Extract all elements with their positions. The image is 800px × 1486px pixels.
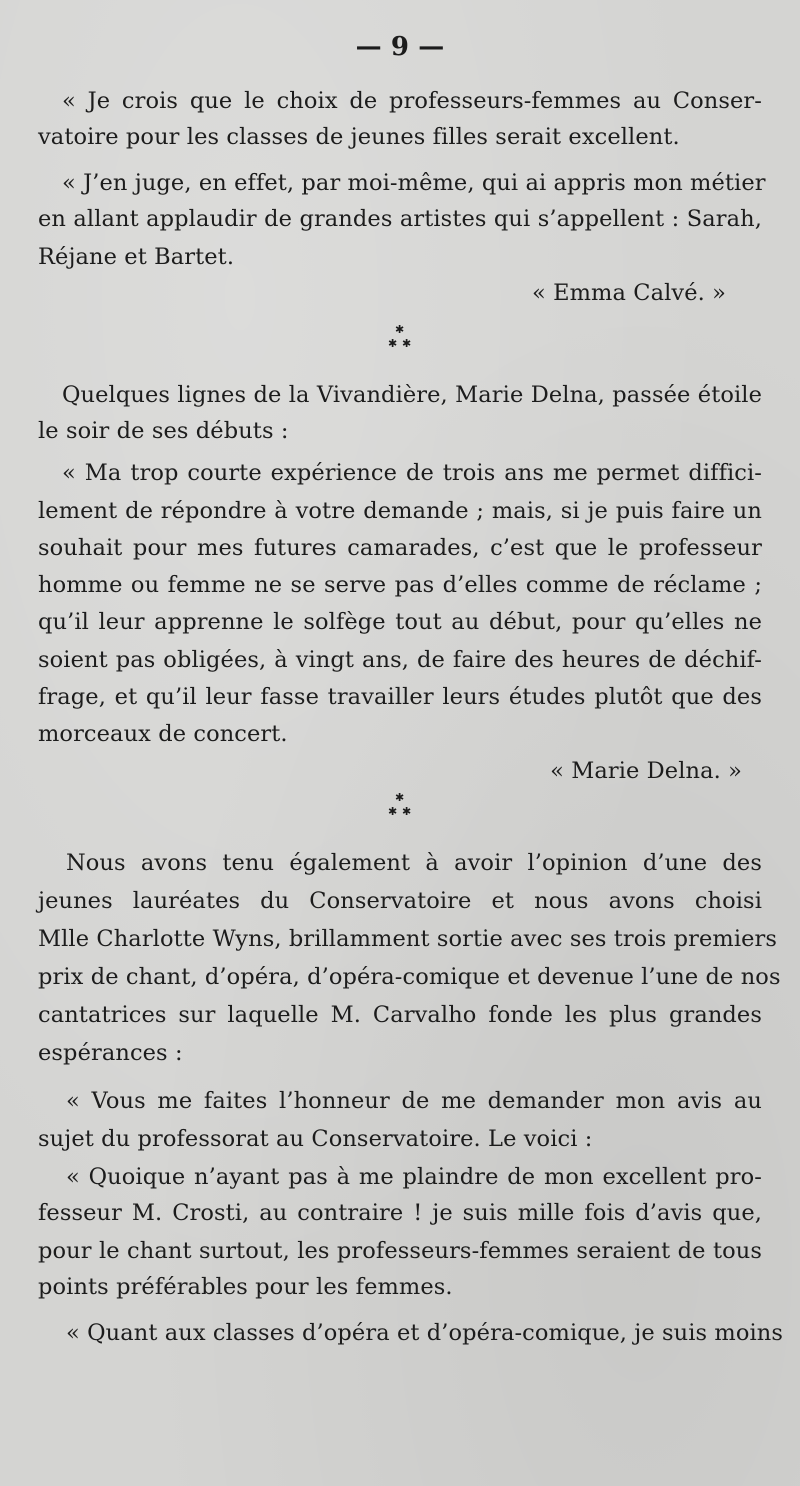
text-line: « Vous me faites l’honneur de me demander mon avis au (66, 1088, 762, 1114)
text-line: « Quant aux classes d’opéra et d’opéra-comique, je suis moins (66, 1320, 784, 1346)
text-line: « Quoique n’ayant pas à me plaindre de mon excellent pro- (66, 1164, 762, 1190)
text-line: « J’en juge, en effet, par moi-même, qui ai appris mon métier (62, 170, 766, 196)
separator-star: ✱ (388, 337, 398, 350)
section-separator (380, 792, 420, 822)
text-line: « Ma trop courte expérience de trois ans me permet diffici- (62, 460, 762, 486)
text-line: souhait pour mes futures camarades, c’est que le professeur (38, 535, 762, 561)
text-line: vatoire pour les classes de jeunes filles serait excellent. (38, 124, 680, 150)
text-line: points préférables pour les femmes. (38, 1274, 453, 1300)
text-line: Réjane et Bartet. (38, 244, 235, 270)
text-line: Nous avons tenu également à avoir l’opinion d’une des (66, 850, 762, 876)
separator-star: ✱ (402, 805, 412, 818)
separator-star: ✱ (388, 805, 398, 818)
text-line: Quelques lignes de la Vivandière, Marie Delna, passée étoile (62, 382, 762, 408)
text-line: soient pas obligées, à vingt ans, de faire des heures de déchif- (38, 647, 762, 673)
text-line: jeunes lauréates du Conservatoire et nous avons choisi (38, 888, 762, 914)
text-line: Mlle Charlotte Wyns, brillamment sortie avec ses trois premiers (38, 926, 778, 952)
text-line: « Je crois que le choix de professeurs-femmes au Conser- (62, 88, 762, 114)
text-line: prix de chant, d’opéra, d’opéra-comique et devenue l’une de nos (38, 964, 781, 990)
text-line: homme ou femme ne se serve pas d’elles comme de réclame ; (38, 572, 762, 598)
text-line: pour le chant surtout, les professeurs-femmes seraient de tous (38, 1238, 762, 1264)
signature-calve: « Emma Calvé. » (531, 280, 726, 306)
page-number: — 9 — (355, 32, 445, 62)
signature-delna: « Marie Delna. » (550, 758, 742, 784)
text-line: fesseur M. Crosti, au contraire ! je suis mille fois d’avis que, (38, 1200, 762, 1226)
text-line: lement de répondre à votre demande ; mais, si je puis faire un (38, 498, 762, 524)
text-line: frage, et qu’il leur fasse travailler leurs études plutôt que des (38, 684, 762, 710)
separator-star: ✱ (402, 337, 412, 350)
text-line: le soir de ses débuts : (38, 418, 289, 444)
separator-star: ✱ (395, 323, 405, 336)
text-line: qu’il leur apprenne le solfège tout au début, pour qu’elles ne (38, 609, 762, 635)
text-line: morceaux de concert. (38, 721, 288, 747)
section-separator (380, 324, 420, 354)
text-line: cantatrices sur laquelle M. Carvalho fonde les plus grandes (38, 1002, 762, 1028)
text-line: sujet du professorat au Conservatoire. Le voici : (38, 1126, 593, 1152)
separator-star: ✱ (395, 791, 405, 804)
text-line: en allant applaudir de grandes artistes qui s’appellent : Sarah, (38, 206, 762, 232)
text-line: espérances : (38, 1040, 183, 1066)
